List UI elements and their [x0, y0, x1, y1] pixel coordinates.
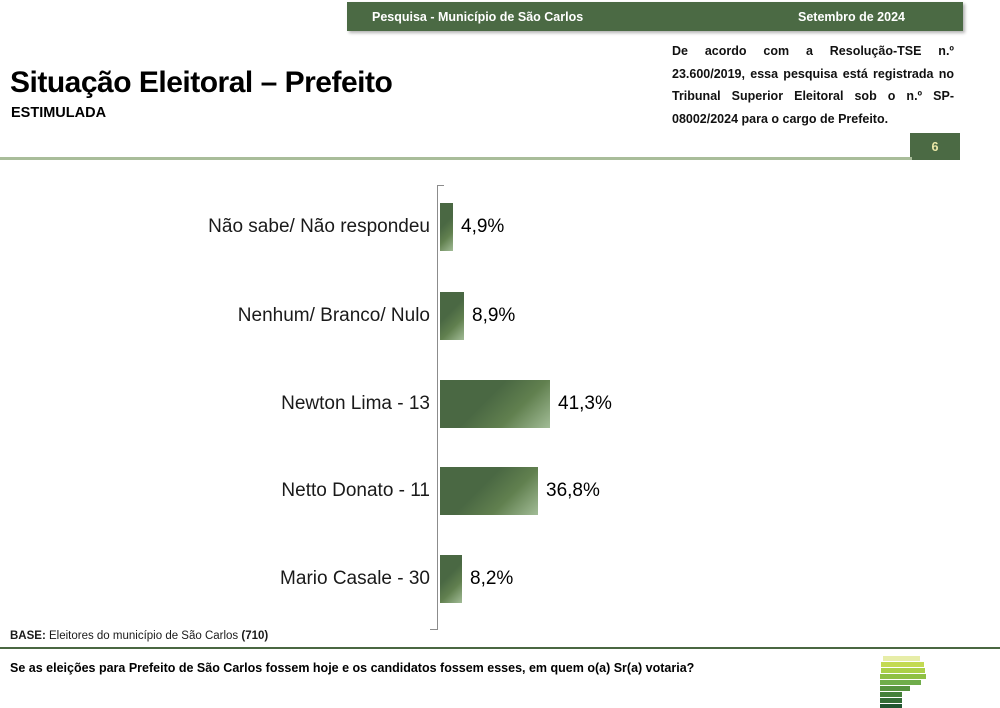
- bar-row: [0, 467, 740, 515]
- page-number-badge: 6: [910, 133, 960, 160]
- logo-bar: [880, 704, 902, 708]
- bar-value-label: 8,9%: [472, 305, 516, 326]
- base-count: (710): [241, 630, 269, 642]
- bar: [440, 380, 550, 428]
- banner-date: Setembro de 2024: [798, 9, 905, 24]
- logo-bar: [881, 662, 924, 667]
- bar-row: [0, 380, 740, 428]
- bar-category-label: Não sabe/ Não respondeu: [208, 216, 430, 237]
- bar-row: [0, 203, 740, 251]
- logo-bar: [880, 680, 921, 685]
- bar-category-label: Netto Donato - 11: [281, 480, 430, 501]
- logo-bar: [883, 656, 920, 661]
- bar-category-label: Nenhum/ Branco/ Nulo: [237, 305, 430, 326]
- survey-question: Se as eleições para Prefeito de São Carlos fossem hoje e os candidatos fossem esses, em quem o(a) Sr(a) votaria?: [10, 661, 695, 675]
- tse-registration-note: De acordo com a Resolução-TSE n.º 23.600/2019, essa pesquisa está registrada no Tribunal Superior Eleitoral sob o n.º SP-08002/2024 para o cargo de Prefeito.: [672, 44, 954, 126]
- bar: [440, 203, 453, 251]
- base-text: Eleitores do município de São Carlos: [45, 630, 242, 642]
- bar-row: [0, 292, 740, 340]
- logo-bar: [880, 692, 902, 697]
- logo-bar: [880, 698, 902, 703]
- bar-row: [0, 555, 740, 603]
- bar: [440, 292, 464, 340]
- base-note: [10, 630, 268, 642]
- logo-bar: [881, 668, 925, 673]
- bar-chart: [0, 185, 740, 631]
- logo-bar: [880, 674, 926, 679]
- bar-category-label: Mario Casale - 30: [280, 568, 430, 589]
- divider-dark: [0, 647, 1000, 649]
- bar-value-label: 41,3%: [558, 393, 612, 414]
- bar-value-label: 4,9%: [461, 216, 505, 237]
- banner-survey-title: Pesquisa - Município de São Carlos: [372, 9, 584, 24]
- bar: [440, 467, 538, 515]
- base-label: BASE:: [10, 630, 46, 642]
- page-subtitle: ESTIMULADA: [11, 105, 107, 121]
- page-title: Situação Eleitoral – Prefeito: [10, 66, 393, 99]
- axis-bottom-tick: [430, 629, 438, 630]
- bar-value-label: 36,8%: [546, 480, 600, 501]
- top-banner: [347, 2, 963, 31]
- research-institute-logo: [880, 656, 926, 708]
- bar: [440, 555, 462, 603]
- bar-category-label: Newton Lima - 13: [281, 393, 430, 414]
- axis-top-tick: [437, 185, 444, 186]
- divider-light: [0, 157, 912, 160]
- logo-bar: [880, 686, 910, 691]
- bar-value-label: 8,2%: [470, 568, 514, 589]
